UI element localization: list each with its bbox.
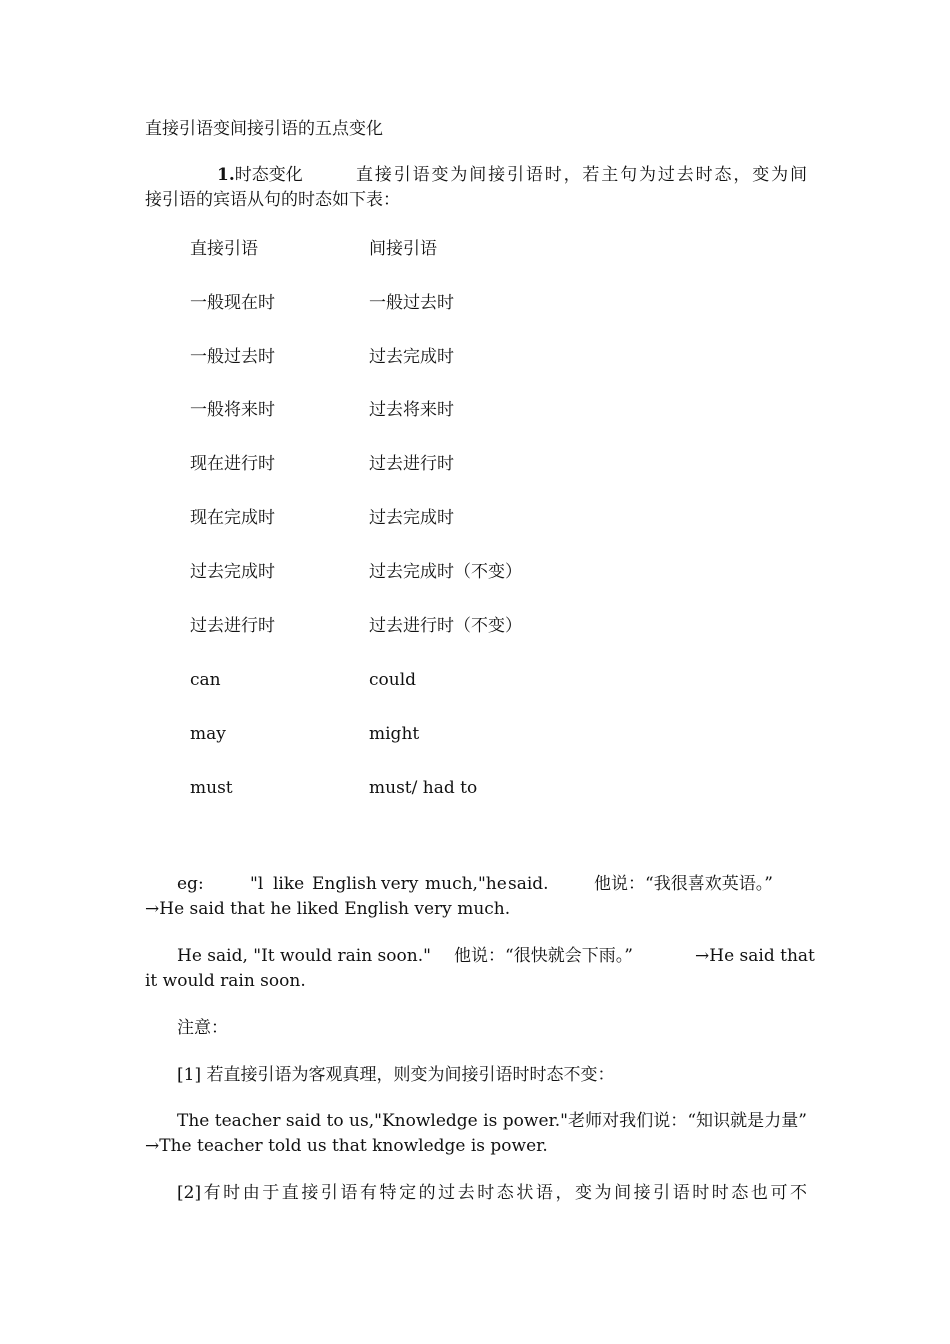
example1-word: "l xyxy=(250,874,264,894)
example1-line2: →He said that he liked English very much. xyxy=(145,899,511,919)
example1-eg: eg: xyxy=(177,874,204,894)
page-title: 直接引语变间接引语的五点变化 xyxy=(145,119,383,139)
section-number: 1. xyxy=(217,165,235,185)
table-header-indirect: 间接引语 xyxy=(369,239,437,259)
note-label: 注意： xyxy=(177,1018,228,1038)
example2-translation: 他说：“很快就会下雨。” xyxy=(454,946,633,966)
note2-text: [2]有时由于直接引语有特定的过去时态状语，变为间接引语时时态也可不 xyxy=(177,1183,807,1203)
example3-line1: The teacher said to us,"Knowledge is power."老师对我们说：“知识就是力量” xyxy=(177,1111,807,1131)
table-cell-direct: 现在完成时 xyxy=(190,508,275,528)
table-cell-indirect: 过去将来时 xyxy=(369,400,454,420)
example3-line2: →The teacher told us that knowledge is power. xyxy=(145,1136,548,1156)
example1-translation: 他说：“我很喜欢英语。” xyxy=(594,874,773,894)
table-cell-direct: 一般现在时 xyxy=(190,293,275,313)
table-cell-indirect: 过去完成时（不变） xyxy=(369,562,522,582)
table-cell-indirect: 过去进行时 xyxy=(369,454,454,474)
table-cell-indirect: could xyxy=(369,670,417,690)
table-cell-direct: 现在进行时 xyxy=(190,454,275,474)
example1-word: much,"he xyxy=(425,874,507,894)
note1-text: [1] 若直接引语为客观真理，则变为间接引语时时态不变： xyxy=(177,1065,615,1085)
table-cell-indirect: 过去完成时 xyxy=(369,347,454,367)
section-intro-line1: 直接引语变为间接引语时，若主句为过去时态，变为间 xyxy=(356,165,807,185)
example1-word: said. xyxy=(508,874,549,894)
table-cell-direct: 一般过去时 xyxy=(190,347,275,367)
table-cell-direct: 一般将来时 xyxy=(190,400,275,420)
table-cell-indirect: might xyxy=(369,724,420,744)
example2-indirect-start: →He said that xyxy=(695,946,815,966)
example1-word: very xyxy=(381,874,419,894)
table-cell-indirect: 过去进行时（不变） xyxy=(369,616,522,636)
table-cell-direct: can xyxy=(190,670,221,690)
table-cell-indirect: 过去完成时 xyxy=(369,508,454,528)
table-cell-direct: 过去完成时 xyxy=(190,562,275,582)
section-heading xyxy=(217,163,303,187)
example2-line2: it would rain soon. xyxy=(145,971,306,991)
section-intro-line2: 接引语的宾语从句的时态如下表： xyxy=(145,190,400,210)
example1-word: like xyxy=(273,874,305,894)
table-cell-direct: may xyxy=(190,724,226,744)
table-cell-direct: 过去进行时 xyxy=(190,616,275,636)
example2-direct: He said, "It would rain soon." xyxy=(177,946,431,966)
table-cell-indirect: must/ had to xyxy=(369,778,478,798)
table-header-direct: 直接引语 xyxy=(190,239,258,259)
section-heading-text: 时态变化 xyxy=(234,165,303,185)
table-cell-direct: must xyxy=(190,778,233,798)
table-cell-indirect: 一般过去时 xyxy=(369,293,454,313)
example1-word: English xyxy=(312,874,377,894)
